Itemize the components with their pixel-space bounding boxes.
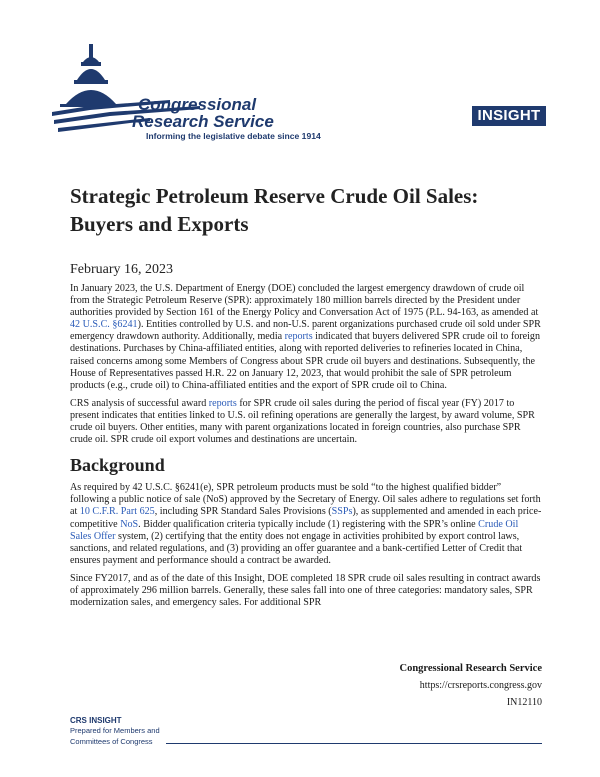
signature-url: https://crsreports.congress.gov bbox=[419, 680, 542, 691]
p1-text-3: indicated that buyers delivered SPR crude oil to foreign destinations. Purchases by China-affiliated entities, along with reported deliveries to refineries located in China, raised concerns among some Members of Congress about SPR crude oil buyers and destinations. Subsequently, the House of Representatives passed H.R. 22 on January 12, 2023, that would prohibit the sale of SPR petroleum products (e.g., crude oil) to China-affiliated entities and the export of SPR crude oil to China. bbox=[70, 331, 540, 391]
logo-line2: Research Service bbox=[132, 112, 274, 131]
page-footer bbox=[70, 716, 542, 747]
link-crude-oil-sales-offer[interactable]: Crude Oil Sales Offer bbox=[70, 518, 519, 542]
logo-line1: Congressional bbox=[138, 95, 257, 114]
link-ssps[interactable]: SSPs bbox=[331, 506, 353, 518]
insight-badge: INSIGHT bbox=[472, 106, 546, 126]
link-award-reports[interactable]: reports bbox=[208, 397, 237, 409]
p3-text-1: As required by 42 U.S.C. §6241(e), SPR petroleum products must be sold “to the highest qualified bidder” following a public notice of sale (NoS) approved by the Secretary of Energy. Oil sales adhere to regulations set forth at bbox=[70, 482, 541, 518]
crs-logo bbox=[50, 40, 350, 150]
p2-text-2: for SPR crude oil sales during the period of fiscal year (FY) 2017 to present indicates that entities linked to U.S. oil refining operations are generally the largest, by award volume, SPR crude oil buyers. Other entities, many with parent organizations located in foreign countries, also purchase SPR crude oil. SPR crude oil export volumes and destinations are uncertain. bbox=[70, 397, 535, 446]
page-title: Strategic Petroleum Reserve Crude Oil Sales: Buyers and Exports bbox=[70, 184, 479, 236]
paragraph-2 bbox=[70, 398, 542, 446]
p3-text-5: system, (2) certifying that the entity does not engage in activities prohibited by export control laws, sanctions, and related regulations, and (3) providing an offer guarantee and a bank-certified Letter of Credit that ensures payment and performance should a contract be awarded. bbox=[70, 530, 523, 566]
p2-text-1: CRS analysis of successful award bbox=[70, 397, 209, 409]
paragraph-4: Since FY2017, and as of the date of this Insight, DOE completed 18 SPR crude oil sales resulting in contract awards of approximately 296 million barrels. Generally, these sales fall into one of three categories: mandatory sales, SPR modernization sales, and emergency sales. For additional SPR bbox=[70, 572, 541, 609]
p1-text-2: ). Entities controlled by U.S. and non-U.S. parent organizations purchased crude oil sold under SPR emergency drawdown authority. Additionally, media bbox=[70, 319, 541, 343]
link-nos[interactable]: NoS bbox=[120, 518, 139, 530]
link-42-usc-6241[interactable]: 42 U.S.C. §6241 bbox=[70, 319, 138, 331]
footer-prepared-line: Prepared for Members and bbox=[70, 726, 160, 735]
link-media-reports[interactable]: reports bbox=[284, 331, 313, 343]
p1-text-1: In January 2023, the U.S. Department of Energy (DOE) concluded the largest emergency drawdown of crude oil from the Strategic Petroleum Reserve (SPR): approximately 180 million barrels directed by the President under authorities provided by Section 161 of the Energy Policy and Conversation Act of 1975 (P.L. 94-163, as amended at bbox=[70, 283, 539, 319]
signature-org: Congressional Research Service bbox=[399, 663, 542, 674]
signature-block bbox=[399, 660, 542, 711]
p3-text-3: ), as supplemented and amended in each price-competitive bbox=[70, 506, 542, 530]
footer-crs-insight: CRS INSIGHT bbox=[70, 716, 122, 725]
section-heading-background: Background bbox=[70, 455, 165, 476]
logo-tagline: Informing the legislative debate since 1914 bbox=[146, 131, 321, 141]
footer-committees-line: Committees of Congress bbox=[70, 737, 153, 746]
report-id: IN12110 bbox=[506, 697, 542, 708]
publication-date: February 16, 2023 bbox=[70, 262, 174, 277]
footer-divider bbox=[166, 743, 542, 744]
p3-text-2: , including SPR Standard Sales Provisions ( bbox=[154, 506, 332, 518]
link-cfr-625[interactable]: 10 C.F.R. Part 625 bbox=[79, 506, 155, 518]
p3-text-4: . Bidder qualification criteria typically include (1) registering with the SPR’s online bbox=[138, 518, 479, 530]
paragraph-3 bbox=[70, 482, 542, 567]
paragraph-1 bbox=[70, 283, 542, 392]
document-body bbox=[70, 283, 542, 615]
